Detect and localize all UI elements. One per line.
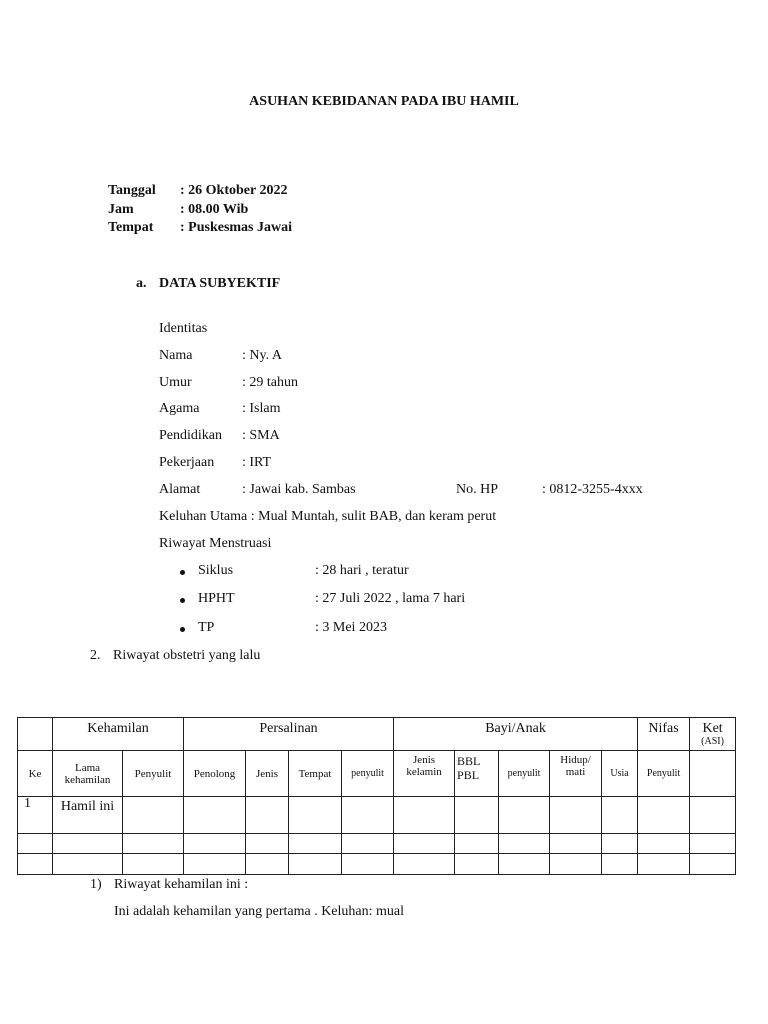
sub-item-1-body: Ini adalah kehamilan yang pertama . Keluhan: mual xyxy=(114,904,405,919)
keluhan-utama: Keluhan Utama : Mual Muntah, sulit BAB, dan keram perut xyxy=(159,509,497,524)
identitas-value-alamat: : Jawai kab. Sambas xyxy=(242,482,356,497)
riwayat-menstruasi-heading: Riwayat Menstruasi xyxy=(159,536,272,551)
menstruasi-label-tp: TP xyxy=(198,620,215,635)
table-cell xyxy=(638,834,690,854)
identitas-label-nama: Nama xyxy=(159,348,193,363)
cell-lama-kehamilan: Hamil ini xyxy=(53,797,123,834)
menstruasi-value-tp: : 3 Mei 2023 xyxy=(315,620,387,635)
col-header-penyulit-persalinan: penyulit xyxy=(342,751,394,797)
page-title: ASUHAN KEBIDANAN PADA IBU HAMIL xyxy=(249,94,519,109)
item-2-text: Riwayat obstetri yang lalu xyxy=(113,648,261,663)
identitas-value-agama: : Islam xyxy=(242,401,281,416)
table-cell xyxy=(550,834,602,854)
table-cell xyxy=(123,854,184,875)
col-header-jenis-kelamin: Jenis kelamin xyxy=(394,751,455,797)
table-row xyxy=(18,834,736,854)
table-cell xyxy=(123,797,184,834)
meta-label-jam: Jam xyxy=(108,202,134,217)
table-cell xyxy=(342,834,394,854)
table-cell xyxy=(246,797,289,834)
table-cell xyxy=(602,834,638,854)
table-column-header-row xyxy=(18,751,736,797)
col-header-jenis: Jenis xyxy=(246,751,289,797)
section-a-marker: a. xyxy=(136,276,147,291)
table-cell xyxy=(246,834,289,854)
identitas-value-umur: : 29 tahun xyxy=(242,375,298,390)
table-group-header-row xyxy=(18,718,736,751)
table-cell xyxy=(394,797,455,834)
col-header-penyulit-kehamilan: Penyulit xyxy=(123,751,184,797)
table-cell xyxy=(690,834,736,854)
table-row xyxy=(18,797,736,834)
sub-item-1-text: Riwayat kehamilan ini : xyxy=(114,877,249,892)
table-cell xyxy=(499,854,550,875)
group-header-ket-sub: (ASI) xyxy=(701,736,724,747)
table-cell xyxy=(455,834,499,854)
identitas-value-nama: : Ny. A xyxy=(242,348,282,363)
table-cell xyxy=(394,834,455,854)
col-header-usia: Usia xyxy=(602,751,638,797)
table-cell xyxy=(394,854,455,875)
table-cell xyxy=(690,797,736,834)
table-cell xyxy=(246,854,289,875)
meta-value-jam: : 08.00 Wib xyxy=(180,202,249,217)
table-cell xyxy=(53,854,123,875)
col-header-tempat: Tempat xyxy=(289,751,342,797)
col-header-penyulit-bayi: penyulit xyxy=(499,751,550,797)
table-cell xyxy=(550,854,602,875)
obstetric-history-table xyxy=(17,717,736,875)
identitas-heading: Identitas xyxy=(159,321,208,336)
table-cell xyxy=(289,797,342,834)
table-row xyxy=(18,854,736,875)
group-header-ket-label: Ket xyxy=(702,721,723,736)
identitas-value-pekerjaan: : IRT xyxy=(242,455,272,470)
table-cell xyxy=(602,854,638,875)
identitas-label-hp: No. HP xyxy=(456,482,499,497)
menstruasi-label-siklus: Siklus xyxy=(198,563,234,578)
col-header-penolong: Penolong xyxy=(184,751,246,797)
group-header-kehamilan: Kehamilan xyxy=(53,718,184,751)
meta-label-tanggal: Tanggal xyxy=(108,183,156,198)
group-header-bayi-anak: Bayi/Anak xyxy=(394,718,638,751)
bullet-icon xyxy=(180,627,185,632)
table-cell xyxy=(550,797,602,834)
table-cell xyxy=(53,834,123,854)
col-header-lama-kehamilan: Lama kehamilan xyxy=(53,751,123,797)
menstruasi-label-hpht: HPHT xyxy=(198,591,235,606)
menstruasi-value-siklus: : 28 hari , teratur xyxy=(315,563,409,578)
table-cell xyxy=(289,834,342,854)
table-header-blank xyxy=(18,718,53,751)
col-header-penyulit-nifas: Penyulit xyxy=(638,751,690,797)
identitas-label-agama: Agama xyxy=(159,401,200,416)
table-cell xyxy=(184,797,246,834)
bullet-icon xyxy=(180,570,185,575)
cell-ke: 1 xyxy=(18,797,53,834)
bullet-icon xyxy=(180,598,185,603)
identitas-label-alamat: Alamat xyxy=(159,482,201,497)
col-header-bbl-pbl: BBL PBL xyxy=(455,751,499,797)
table-cell xyxy=(289,854,342,875)
table-cell xyxy=(455,854,499,875)
section-a-title: DATA SUBYEKTIF xyxy=(159,276,281,291)
table-cell xyxy=(499,797,550,834)
identitas-value-hp: : 0812-3255-4xxx xyxy=(542,482,643,497)
table-cell xyxy=(123,834,184,854)
identitas-label-pendidikan: Pendidikan xyxy=(159,428,222,443)
col-header-hidup-mati: Hidup/ mati xyxy=(550,751,602,797)
sub-item-1-marker: 1) xyxy=(90,877,102,892)
group-header-persalinan: Persalinan xyxy=(184,718,394,751)
table-cell xyxy=(455,797,499,834)
meta-value-tanggal: : 26 Oktober 2022 xyxy=(180,183,288,198)
table-cell xyxy=(184,834,246,854)
menstruasi-value-hpht: : 27 Juli 2022 , lama 7 hari xyxy=(315,591,466,606)
table-cell xyxy=(18,834,53,854)
group-header-ket xyxy=(690,718,736,751)
col-header-ke: Ke xyxy=(18,751,53,797)
col-header-ket-blank xyxy=(690,751,736,797)
table-cell xyxy=(342,797,394,834)
table-cell xyxy=(602,797,638,834)
meta-label-tempat: Tempat xyxy=(108,220,154,235)
table-cell xyxy=(690,854,736,875)
table-cell xyxy=(342,854,394,875)
identitas-value-pendidikan: : SMA xyxy=(242,428,280,443)
table-cell xyxy=(499,834,550,854)
item-2-marker: 2. xyxy=(90,648,101,663)
group-header-nifas: Nifas xyxy=(638,718,690,751)
meta-value-tempat: : Puskesmas Jawai xyxy=(180,220,293,235)
table-cell xyxy=(184,854,246,875)
identitas-label-umur: Umur xyxy=(159,375,192,390)
table-cell xyxy=(638,797,690,834)
table-cell xyxy=(18,854,53,875)
identitas-label-pekerjaan: Pekerjaan xyxy=(159,455,215,470)
table-cell xyxy=(638,854,690,875)
